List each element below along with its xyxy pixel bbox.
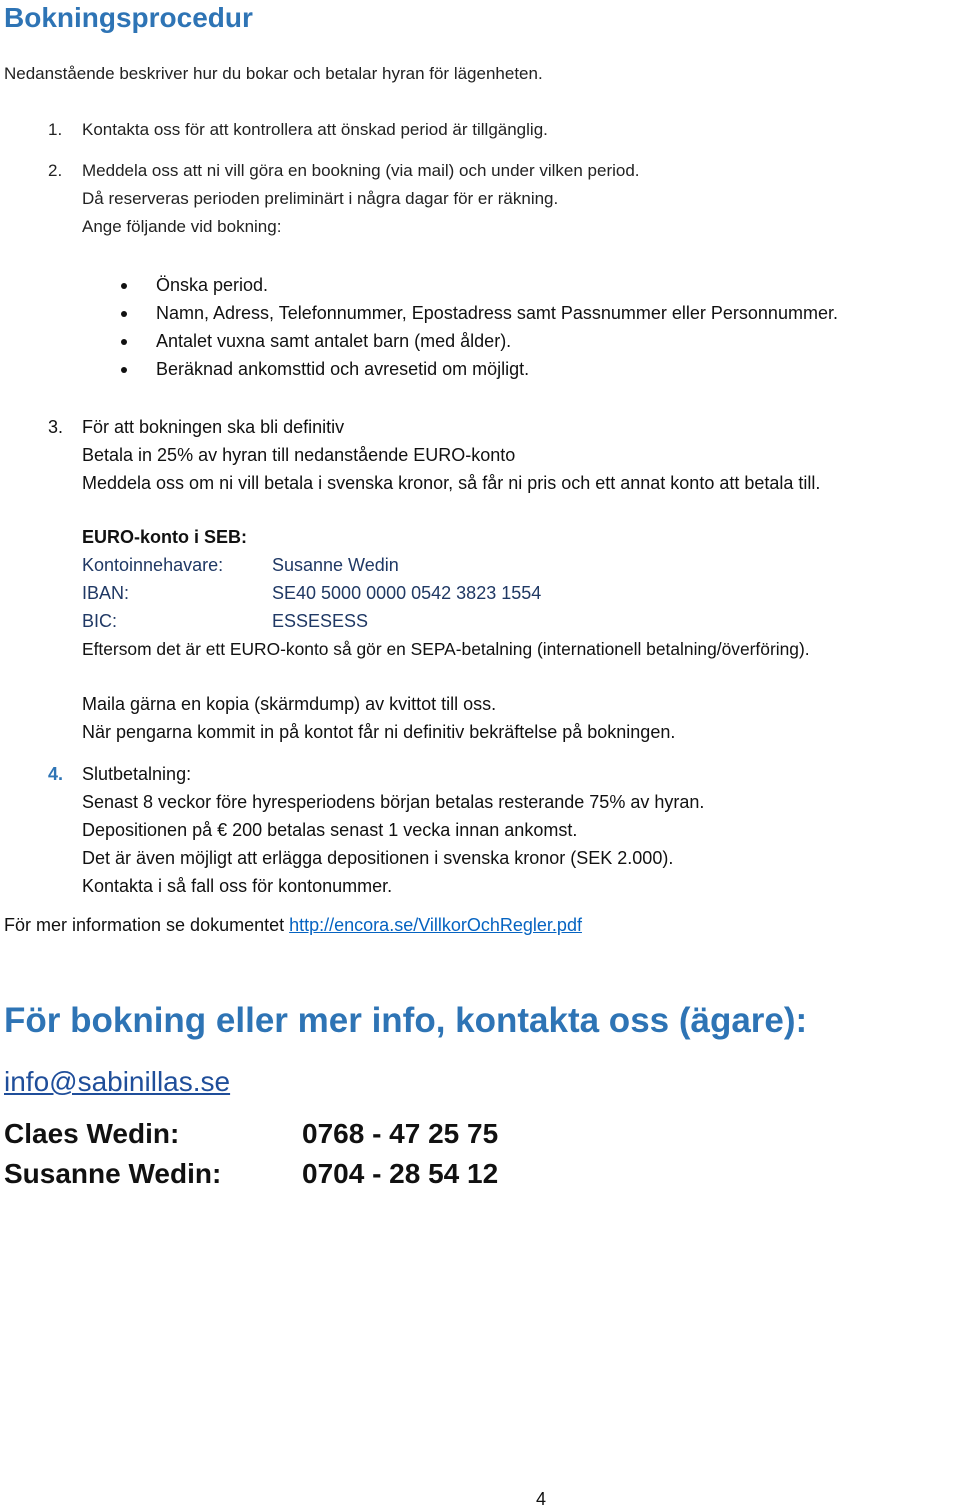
step-2-number: 2. — [48, 161, 63, 180]
contact-name: Susanne Wedin: — [4, 1158, 222, 1189]
bullet-icon — [121, 339, 127, 345]
contact-phone: 0768 - 47 25 75 — [302, 1118, 499, 1149]
step-3-number: 3. — [48, 417, 64, 437]
more-info — [4, 911, 582, 939]
account-holder-value: Susanne Wedin — [272, 555, 399, 575]
step-4-line: Senast 8 veckor före hyresperiodens början betalas resterande 75% av hyran. — [82, 792, 705, 812]
document-link[interactable]: http://encora.se/VillkorOchRegler.pdf — [289, 915, 582, 935]
bullet-icon — [121, 367, 127, 373]
account-holder-label: Kontoinnehavare: — [82, 555, 224, 575]
bic-value: ESSESESS — [272, 611, 369, 631]
intro-text: Nedanstående beskriver hur du bokar och betalar hyran för lägenheten. — [4, 64, 543, 83]
bic-label: BIC: — [82, 611, 118, 631]
bullet-item: Antalet vuxna samt antalet barn (med ålder). — [156, 331, 512, 351]
step-4-line: Kontakta i så fall oss för kontonummer. — [82, 876, 393, 896]
bullet-icon — [121, 283, 127, 289]
contact-heading: För bokning eller mer info, kontakta oss (ägare): — [4, 1001, 808, 1040]
copy-line: När pengarna kommit in på kontot får ni definitiv bekräftelse på bokningen. — [82, 722, 676, 742]
step-2-line: Då reserveras perioden preliminärt i några dagar för er räkning. — [82, 189, 559, 208]
step-3-line: För att bokningen ska bli definitiv — [82, 417, 345, 437]
more-info-text: För mer information se dokumentet — [4, 915, 290, 935]
step-2-line: Meddela oss att ni vill göra en bookning (via mail) och under vilken period. — [82, 161, 640, 180]
step-2-line: Ange följande vid bokning: — [82, 217, 282, 236]
step-4-number: 4. — [48, 764, 64, 784]
bullet-item: Beräknad ankomsttid och avresetid om möjligt. — [156, 359, 530, 379]
step-4-line: Slutbetalning: — [82, 764, 192, 784]
sepa-note: Eftersom det är ett EURO-konto så gör en SEPA-betalning (internationell betalning/överföring). — [82, 639, 810, 659]
email-link[interactable]: info@sabinillas.se — [4, 1066, 231, 1097]
step-1-text: Kontakta oss för att kontrollera att önskad period är tillgänglig. — [82, 120, 548, 139]
contact-name: Claes Wedin: — [4, 1118, 180, 1149]
page-title: Bokningsprocedur — [4, 2, 253, 33]
iban-label: IBAN: — [82, 583, 130, 603]
account-heading: EURO-konto i SEB: — [82, 527, 247, 547]
copy-line: Maila gärna en kopia (skärmdump) av kvittot till oss. — [82, 694, 497, 714]
iban-value: SE40 5000 0000 0542 3823 1554 — [272, 583, 542, 603]
step-1-number: 1. — [48, 120, 63, 139]
step-3-line: Betala in 25% av hyran till nedanstående EURO-konto — [82, 445, 516, 465]
bullet-icon — [121, 311, 127, 317]
page-number: 4 — [536, 1489, 547, 1509]
contact-phone: 0704 - 28 54 12 — [302, 1158, 499, 1189]
step-4-line: Det är även möjligt att erlägga depositionen i svenska kronor (SEK 2.000). — [82, 848, 674, 868]
step-3-line: Meddela oss om ni vill betala i svenska kronor, så får ni pris och ett annat konto att betala till. — [82, 473, 821, 493]
bullet-item: Önska period. — [156, 275, 269, 295]
bullet-item: Namn, Adress, Telefonnummer, Epostadress samt Passnummer eller Personnummer. — [156, 303, 838, 323]
step-4-line: Depositionen på € 200 betalas senast 1 vecka innan ankomst. — [82, 820, 578, 840]
